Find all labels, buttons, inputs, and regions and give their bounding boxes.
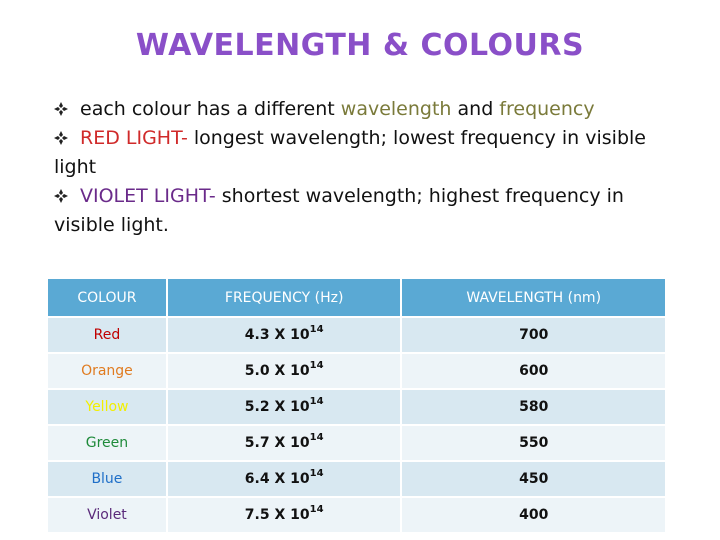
wavelength-cell: 600: [401, 353, 665, 389]
frequency-exponent: 14: [309, 360, 324, 372]
frequency-cell: [167, 461, 402, 497]
frequency-cell: [167, 497, 402, 532]
frequency-exponent: 14: [309, 396, 324, 408]
frequency-term: frequency: [499, 98, 595, 120]
page-title: WAVELENGTH & COLOURS: [135, 28, 585, 63]
frequency-cell: [167, 353, 402, 389]
violet-light-term: VIOLET LIGHT-: [80, 185, 216, 207]
header-colour: COLOUR: [48, 279, 167, 317]
frequency-exponent: 14: [309, 432, 324, 444]
frequency-cell: [167, 317, 402, 353]
colour-name-cell: Blue: [48, 461, 167, 497]
colour-name-cell: Yellow: [48, 389, 167, 425]
diamond-bullet-icon: [54, 131, 68, 145]
table-row: [48, 497, 665, 532]
bullet-text: shortest wavelength; highest frequency in visible light.: [54, 185, 624, 236]
table-row: [48, 425, 665, 461]
table-row: [48, 389, 665, 425]
header-frequency: FREQUENCY (Hz): [167, 279, 402, 317]
wavelength-cell: 450: [401, 461, 665, 497]
frequency-base: 5.7 X 10: [244, 435, 310, 451]
colour-name-cell: Red: [48, 317, 167, 353]
colour-table: [48, 279, 665, 532]
diamond-bullet-icon: [54, 189, 68, 203]
wavelength-cell: 550: [401, 425, 665, 461]
frequency-base: 4.3 X 10: [244, 327, 310, 343]
wavelength-cell: 580: [401, 389, 665, 425]
bullet-item: [54, 124, 674, 182]
frequency-exponent: 14: [309, 468, 324, 480]
frequency-base: 7.5 X 10: [244, 507, 310, 523]
wavelength-cell: 400: [401, 497, 665, 532]
frequency-base: 6.4 X 10: [244, 471, 310, 487]
table-row: [48, 461, 665, 497]
frequency-base: 5.2 X 10: [244, 399, 310, 415]
colour-name-cell: Orange: [48, 353, 167, 389]
table-row: [48, 317, 665, 353]
frequency-cell: [167, 425, 402, 461]
wavelength-term: wavelength: [340, 98, 452, 120]
bullet-item: [54, 182, 674, 240]
bullet-list: [54, 95, 674, 240]
frequency-cell: [167, 389, 402, 425]
frequency-exponent: 14: [309, 324, 324, 336]
colour-name-cell: Green: [48, 425, 167, 461]
table-row: [48, 353, 665, 389]
diamond-bullet-icon: [54, 102, 68, 116]
bullet-text: longest wavelength; lowest frequency in visible light: [54, 127, 646, 178]
frequency-exponent: 14: [309, 504, 324, 516]
table-header-row: [48, 279, 665, 317]
bullet-item: [54, 95, 674, 124]
colour-name-cell: Violet: [48, 497, 167, 532]
bullet-text: each colour has a different: [80, 98, 341, 120]
frequency-base: 5.0 X 10: [244, 363, 310, 379]
red-light-term: RED LIGHT-: [80, 127, 188, 149]
header-wavelength: WAVELENGTH (nm): [401, 279, 665, 317]
wavelength-cell: 700: [401, 317, 665, 353]
bullet-text: and: [451, 98, 500, 120]
